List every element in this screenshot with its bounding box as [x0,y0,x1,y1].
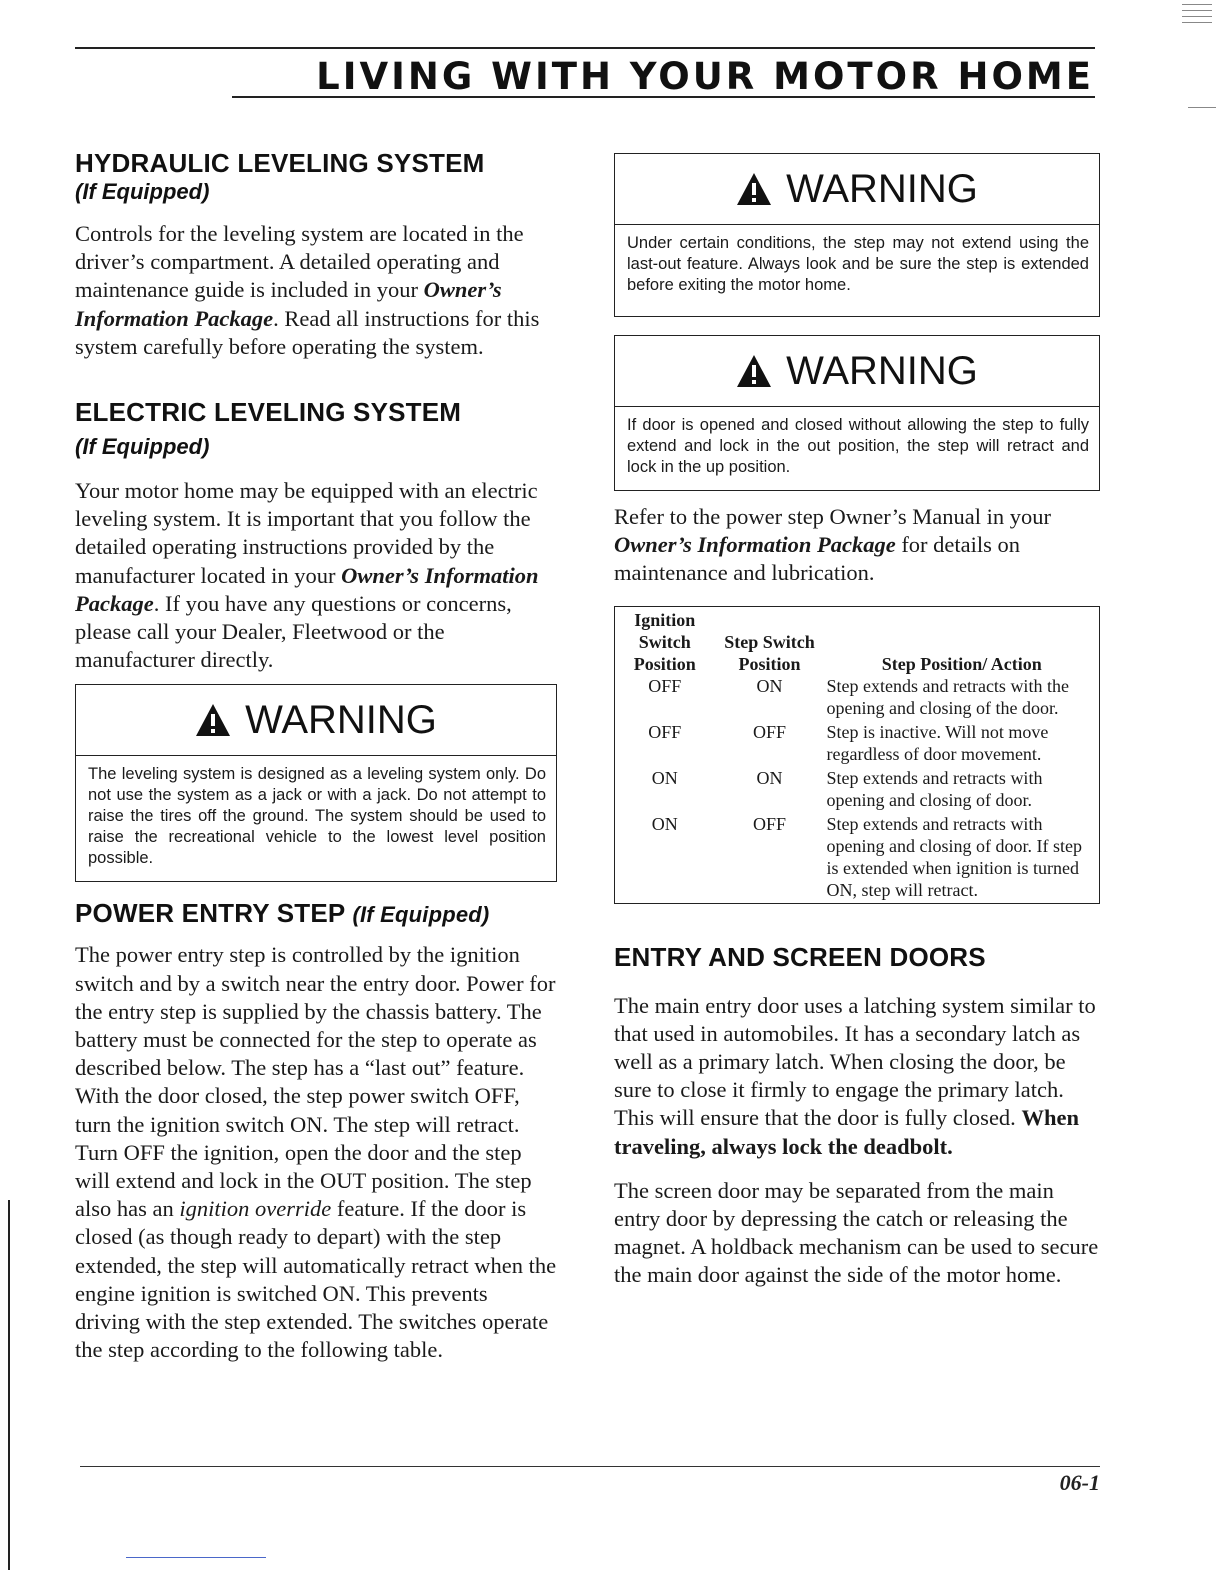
doors-heading: ENTRY AND SCREEN DOORS [614,941,986,972]
doors-paragraph-2: The screen door may be separated from the main entry door by depressing the catch or releasing the magnet. A holdback mechanism can be used to secure the main door against the side of the motor home. [614,1177,1099,1288]
warning-box-door [614,335,1100,491]
warning-triangle-icon [736,354,772,388]
scan-side-tick [1188,107,1216,108]
ignition-cell: ON [651,813,678,834]
ignition-cell: ON [651,767,678,788]
warning-triangle-icon [195,703,231,737]
action-cell: Step is inactive. Will not move regardless of door movement. [826,721,1049,764]
hydraulic-heading: HYDRAULIC LEVELING SYSTEM [75,148,485,178]
electric-paragraph: Your motor home may be equipped with an electric leveling system. It is important that you follow the detailed operating instructions provided by the manufacturer located in your Owner’s Information Package. If you have any questions or concerns, please call your Dealer, Fleetwood or the manufacturer directly. [75,478,539,673]
step-switch-table [614,606,1100,904]
step-switch-cell: ON [756,767,783,788]
page-number: 06-1 [1059,1470,1100,1495]
hydraulic-paragraph: Controls for the leveling system are located in the driver’s compartment. A detailed operating and maintenance guide is included in your Owner’s Information Package. Read all instructions for this system carefully before operating the system. [75,221,540,359]
warning-header [615,154,1099,225]
left-column [75,148,557,1364]
warning-label: WARNING [786,166,978,211]
table-header-row [615,606,1100,675]
ignition-override-term: ignition override [179,1196,332,1222]
action-cell: Step extends and retracts with opening and closing of door. [826,767,1043,810]
table-row [615,767,1100,813]
warning-box-last-out [614,153,1100,317]
warning-text: The leveling system is designed as a leveling system only. Do not use the system as a jack or with a jack. Do not attempt to raise the tires off the ground. The system should be used to raise the recreational vehicle to the lowest level position possible. [88,765,546,868]
table-row [615,675,1100,721]
owners-package-ref: Owner’s Information Package [614,532,896,558]
hydraulic-subtitle: (If Equipped) [75,179,210,204]
scan-corner-mark [1182,4,1212,36]
right-column [614,153,1100,1290]
warning-text: If door is opened and closed without allowing the step to fully extend and lock in the out position, the step will retract and lock in the up position. [627,416,1089,476]
warning-triangle-icon [736,172,772,206]
header-ignition: Ignition Switch Position [633,609,696,674]
electric-subtitle: (If Equipped) [75,434,210,460]
warning-box-leveling [75,684,557,882]
warning-header [615,336,1099,407]
binding-edge-line [8,1200,10,1570]
power-step-subtitle: (If Equipped) [352,902,490,928]
electric-heading: ELECTRIC LEVELING SYSTEM [75,397,462,428]
header-underline [232,96,1095,98]
header-step-action: Step Position/ Action [881,653,1042,674]
owners-package-ref: Owner’s Information Package [75,562,539,616]
step-switch-cell: ON [756,675,783,696]
header-step-switch: Step Switch Position [724,631,815,674]
step-switch-cell: OFF [752,721,787,742]
header-rule [75,47,1095,49]
refer-paragraph: Refer to the power step Owner’s Manual in your Owner’s Information Package for details on maintenance and lubrication. [614,504,1051,586]
table-row [615,721,1100,767]
table-row [615,813,1100,904]
step-switch-cell: OFF [752,813,787,834]
warning-text: Under certain conditions, the step may not extend using the last-out feature. Always look and be sure the step is extended before exiting the motor home. [627,234,1089,294]
footer-rule [80,1466,1100,1467]
warning-label: WARNING [245,697,437,742]
page-title: LIVING WITH YOUR MOTOR HOME [316,55,1094,98]
scan-artifact-line [126,1557,266,1558]
action-cell: Step extends and retracts with the opening and closing of the door. [826,675,1069,718]
warning-header [76,685,556,756]
deadbolt-note: When traveling, always lock the deadbolt. [614,1105,1079,1159]
ignition-cell: OFF [648,675,682,696]
power-step-paragraph: The power entry step is controlled by the ignition switch and by a switch near the entry door. Power for the entry step is supplied by the chassis battery. The battery must be connected for the step to operate as described below. The step has a “last out” feature. With the door closed, the step power switch OFF, turn the ignition switch ON. The step will retract. Turn OFF the ignition, open the door and the step will extend and lock in the OUT position. The step also has an ignition override feature. If the door is closed (as though ready to depart) with the step extended, the step will automatically retract when the engine ignition is switched ON. This prevents driving with the step extended. The switches operate the step according to the following table. [75,942,557,1363]
doors-paragraph-1: The main entry door uses a latching system similar to that used in automobiles. It has a secondary latch as well as a primary latch. When closing the door, be sure to close it firmly to engage the primary latch. This will ensure that the door is fully closed. When traveling, always lock the deadbolt. [614,992,1096,1159]
ignition-cell: OFF [648,721,682,742]
action-cell: Step extends and retracts with opening and closing of door. If step is extended when ignition is turned ON, step will retract. [826,813,1082,900]
power-step-heading: POWER ENTRY STEP (If Equipped) [75,898,490,929]
owners-package-ref: Owner’s Information Package [75,277,502,331]
warning-label: WARNING [786,348,978,393]
